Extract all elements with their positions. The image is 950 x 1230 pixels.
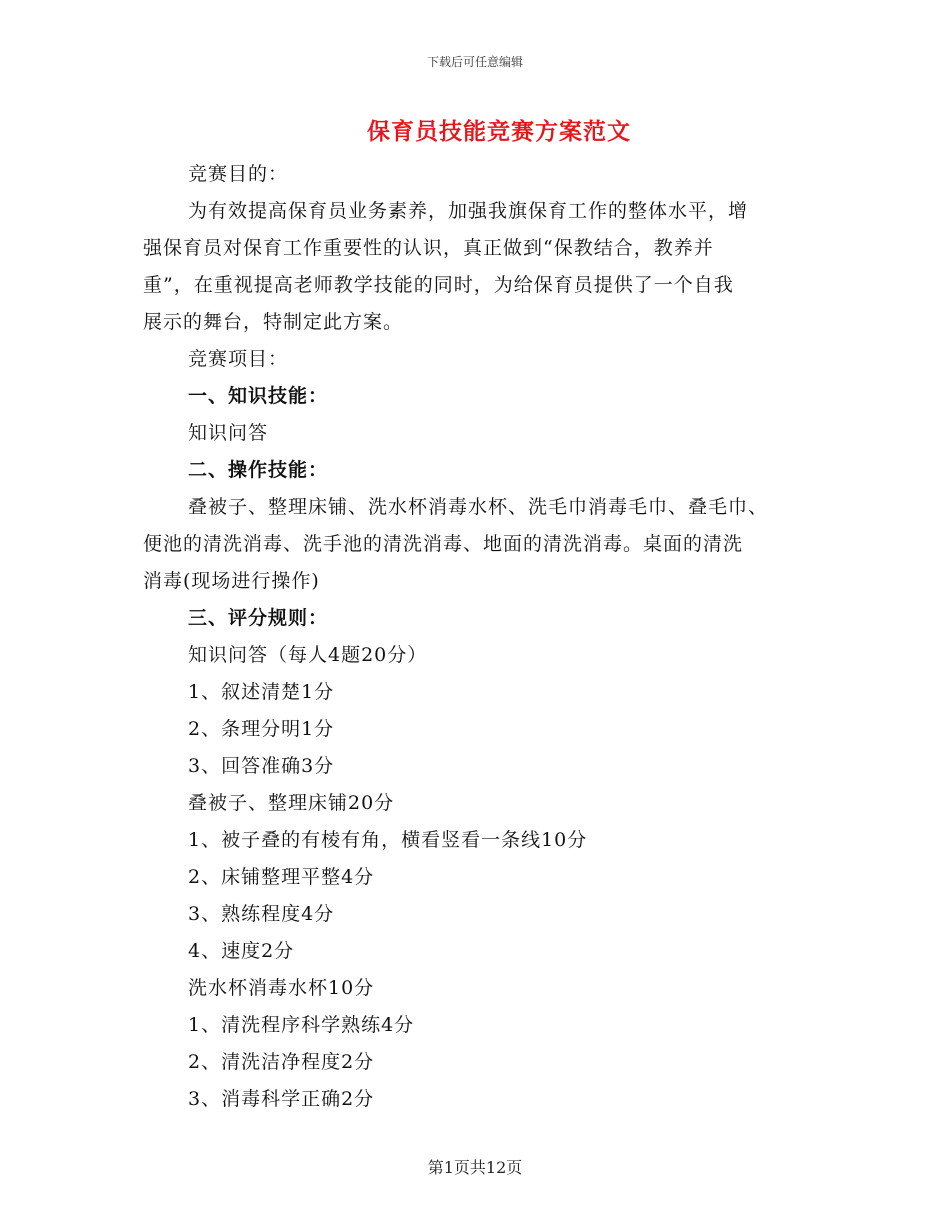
paragraph-line: 重”，在重视提高老师教学技能的同时，为给保育员提供了一个自我 xyxy=(143,274,734,296)
paragraph-line: 竞赛目的： xyxy=(188,163,289,185)
list-item: 3、回答准确3分 xyxy=(188,755,335,777)
list-item: 3、消毒科学正确2分 xyxy=(188,1088,375,1110)
subsection-line: 洗水杯消毒水杯10分 xyxy=(188,977,375,999)
page-title: 保育员技能竞赛方案范文 xyxy=(367,118,631,145)
header-note: 下载后可任意编辑 xyxy=(426,55,523,69)
list-item: 3、熟练程度4分 xyxy=(188,903,335,925)
list-item: 1、清洗程序科学熟练4分 xyxy=(188,1014,415,1036)
paragraph-line: 竞赛项目： xyxy=(188,348,289,370)
list-item: 4、速度2分 xyxy=(188,940,295,962)
page-number: 第1页共12页 xyxy=(427,1158,523,1177)
subsection-line: 知识问答（每人4题20分） xyxy=(188,644,428,666)
list-item: 1、叙述清楚1分 xyxy=(188,681,335,703)
list-item: 2、床铺整理平整4分 xyxy=(188,866,375,888)
paragraph-line: 叠被子、整理床铺、洗水杯消毒水杯、洗毛巾消毒毛巾、叠毛巾、 xyxy=(188,496,769,518)
paragraph-line: 展示的舞台，特制定此方案。 xyxy=(143,311,404,333)
list-item: 2、条理分明1分 xyxy=(188,718,335,740)
section-heading: 一、知识技能： xyxy=(188,385,329,407)
paragraph-line: 知识问答 xyxy=(188,422,269,444)
document-body xyxy=(143,156,813,1118)
list-item: 2、清洗洁净程度2分 xyxy=(188,1051,375,1073)
paragraph-line: 强保育员对保育工作重要性的认识，真正做到“保教结合，教养并 xyxy=(143,237,714,259)
paragraph-line: 消毒(现场进行操作) xyxy=(143,570,320,592)
paragraph-line: 为有效提高保育员业务素养，加强我旗保育工作的整体水平，增 xyxy=(188,200,749,222)
section-heading: 二、操作技能： xyxy=(188,459,329,481)
subsection-line: 叠被子、整理床铺20分 xyxy=(188,792,395,814)
list-item: 1、被子叠的有棱有角，横看竖看一条线10分 xyxy=(188,829,588,851)
section-heading: 三、评分规则： xyxy=(188,607,329,629)
paragraph-line: 便池的清洗消毒、洗手池的清洗消毒、地面的清洗消毒。桌面的清洗 xyxy=(143,533,744,555)
